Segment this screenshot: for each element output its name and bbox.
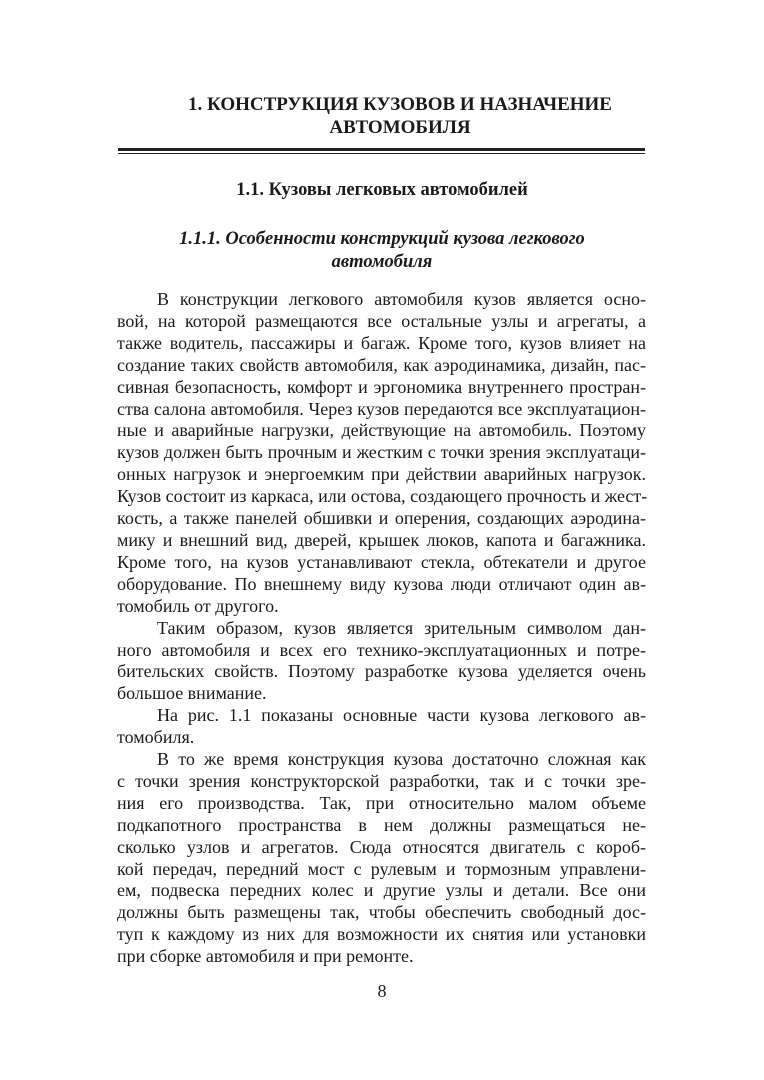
text-line: ства салона автомобиля. Через кузов передаются все эксплуатацион- bbox=[117, 398, 646, 419]
text-line: кость, а также панелей обшивки и оперения, создающих аэродина- bbox=[117, 508, 646, 529]
text-line: подкапотного пространства в нем должны размещаться не- bbox=[117, 814, 646, 835]
text-line: большое внимание. bbox=[117, 683, 267, 704]
chapter-title-line: 1. КОНСТРУКЦИЯ КУЗОВОВ И НАЗНАЧЕНИЕ bbox=[188, 94, 612, 115]
text-line: На рис. 1.1 показаны основные части кузова легкового ав- bbox=[157, 705, 646, 726]
text-line: кой передач, передний мост с рулевым и тормозным управлени- bbox=[117, 858, 646, 879]
body-text bbox=[117, 289, 646, 968]
double-rule-divider bbox=[118, 148, 645, 154]
text-line: ния его производства. Так, при относительно малом объеме bbox=[117, 792, 646, 813]
text-line: Таким образом, кузов является зрительным символом дан- bbox=[157, 617, 646, 638]
chapter-title bbox=[100, 93, 700, 139]
text-line: томобиля. bbox=[117, 727, 195, 748]
text-line: создание таких свойств автомобиля, как аэродинамика, дизайн, пас- bbox=[117, 354, 646, 375]
text-line: В конструкции легкового автомобиля кузов является осно- bbox=[157, 289, 646, 309]
text-line: кузов должен быть прочным и жестким с точки зрения эксплуатаци- bbox=[117, 442, 646, 463]
text-line: бительских свойств. Поэтому разработке кузова уделяется очень bbox=[117, 661, 646, 682]
text-line: ного автомобиля и всех его технико-эксплуатационных и потре- bbox=[117, 639, 646, 660]
subsection-title-line: 1.1.1. Особенности конструкций кузова легкового bbox=[179, 229, 585, 249]
page-number: 8 bbox=[377, 981, 387, 1001]
text-line: В то же время конструкция кузова достаточно сложная как bbox=[157, 749, 646, 770]
text-line: сколько узлов и агрегатов. Сюда относятся двигатель с короб- bbox=[117, 836, 646, 857]
paragraph bbox=[117, 289, 646, 618]
paragraph bbox=[117, 749, 646, 968]
text-line: Кузов состоит из каркаса, или остова, создающего прочность и жест- bbox=[117, 486, 648, 507]
text-line: онных нагрузок и энергоемким при действии аварийных нагрузок. bbox=[117, 464, 646, 485]
text-line: Кроме того, на кузов устанавливают стекла, обтекатели и другое bbox=[117, 551, 646, 572]
text-line: вой, на которой размещаются все остальные узлы и агрегаты, а bbox=[117, 310, 646, 331]
text-line: должны быть размещены так, чтобы обеспечить свободный дос- bbox=[117, 902, 646, 923]
paragraph bbox=[117, 618, 646, 706]
text-line: сивная безопасность, комфорт и эргономика внутреннего простран- bbox=[117, 376, 646, 397]
text-line: ем, подвеска передних колес и другие узлы и детали. Все они bbox=[117, 880, 646, 901]
text-line: ные и аварийные нагрузки, действующие на автомобиль. Поэтому bbox=[117, 420, 646, 441]
subsection-title bbox=[100, 228, 664, 274]
text-line: мику и внешний вид, дверей, крышек люков, капота и багажника. bbox=[117, 529, 646, 550]
text-line: туп к каждому из них для возможности их снятия или установки bbox=[117, 924, 646, 945]
text-line: при сборке автомобиля и при ремонте. bbox=[117, 946, 414, 967]
text-line: оборудование. По внешнему виду кузова люди отличают один ав- bbox=[117, 573, 646, 594]
text-line: с точки зрения конструкторской разработки, так и с точки зре- bbox=[117, 770, 646, 791]
chapter-title-line: АВТОМОБИЛЯ bbox=[329, 117, 471, 138]
section-title: 1.1. Кузовы легковых автомобилей bbox=[236, 180, 528, 200]
paragraph bbox=[117, 705, 646, 749]
subsection-title-line: автомобиля bbox=[331, 252, 433, 272]
text-line: томобиль от другого. bbox=[117, 595, 279, 616]
text-line: также водитель, пассажиры и багаж. Кроме того, кузов влияет на bbox=[117, 332, 646, 353]
